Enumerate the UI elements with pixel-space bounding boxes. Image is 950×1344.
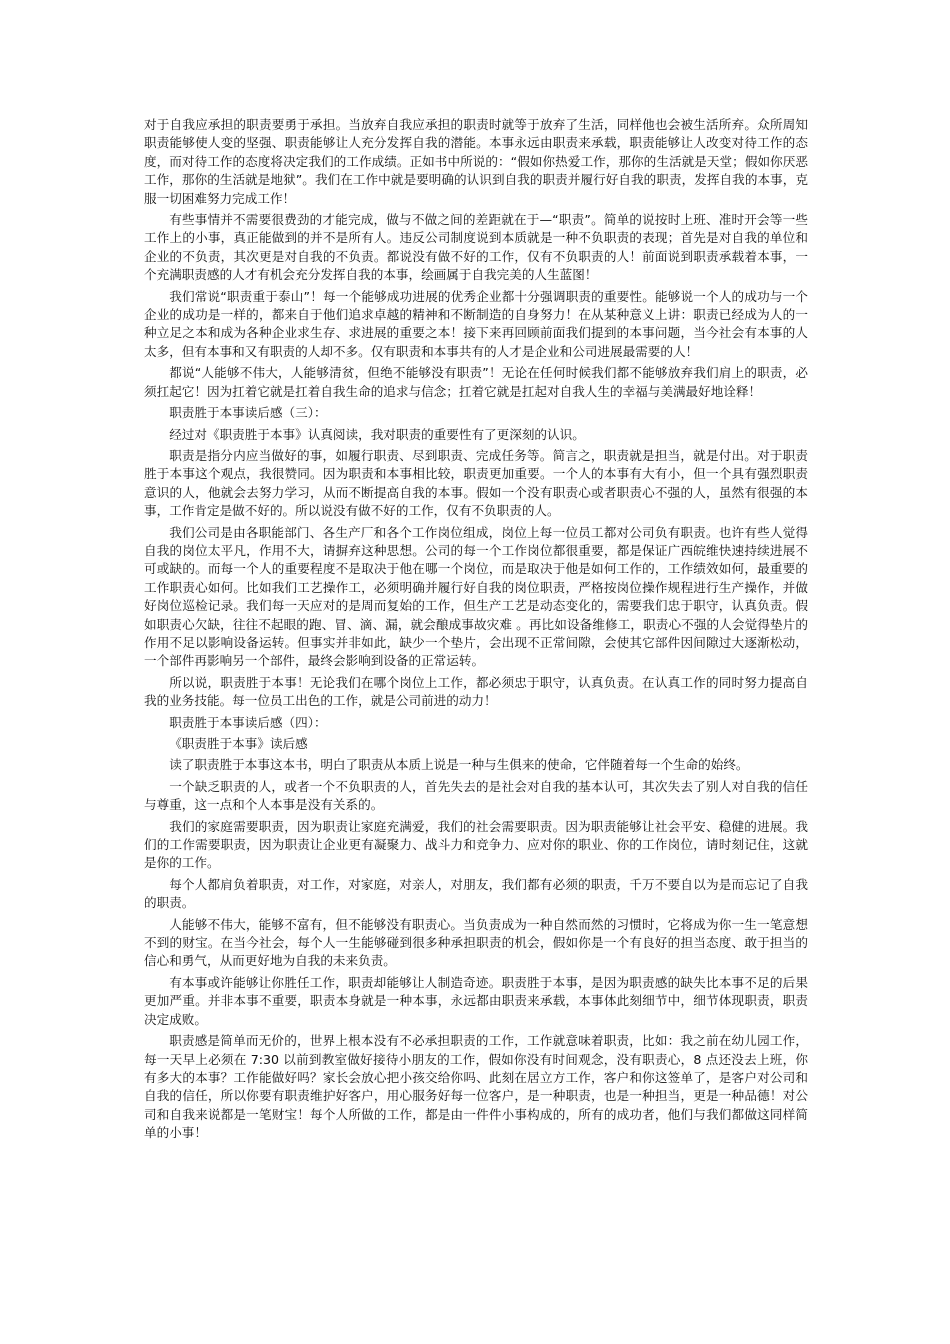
paragraph-16: 人能够不伟大，能够不富有，但不能够没有职责心。当负责成为一种自然而然的习惯时，它将成为你一生一笔意想不到的财宝。在当今社会，每个人一生能够碰到很多种承担职责的机会，假如你是一个有良好的担当态度、敢于担当的信心和勇气，从而更好地为自我的未来负责。 — [144, 916, 808, 969]
paragraph-1: 对于自我应承担的职责要勇于承担。当放弃自我应承担的职责时就等于放弃了生活，同样他也会被生活所弃。众所周知职责能够使人变的坚强、职责能够让人充分发挥自我的潜能。本事永远由职责来承载，职责能够让人改变对待工作的态度，而对待工作的态度将决定我们的工作成绩。正如书中所说的：“假如你热爱工作，那你的生活就是天堂；假如你厌恶工作，那你的生活就是地狱”。我们在工作中就是要明确的认识到自我的职责并履行好自我的职责，发挥自我的本事，克服一切困难努力完成工作！ — [144, 117, 808, 206]
article-title: 《职责胜于本事》读后感 — [169, 736, 308, 751]
paragraph-13: 一个缺乏职责的人，或者一个不负职责的人，首先失去的是社会对自我的基本认可，其次失去了别人对自我的信任与尊重，这一点和个人本事是没有关系的。 — [144, 778, 808, 813]
paragraph-7: 职责是指分内应当做好的事，如履行职责、尽到职责、完成任务等。简言之，职责就是担当，就是付出。对于职责胜于本事这个观点，我很赞同。因为职责和本事相比较，职责更加重要。一个人的本事有大有小，但一个具有强烈职责意识的人，他就会去努力学习，从而不断提高自我的本事。假如一个没有职责心或者职责心不强的人，虽然有很强的本事，工作肯定是做不好的。所以说没有做不好的工作，仅有不负职责的人。 — [144, 447, 808, 519]
section-heading-3: 职责胜于本事读后感（三）： — [169, 405, 327, 421]
paragraph-9: 所以说，职责胜于本事！无论我们在哪个岗位上工作，都必须忠于职守，认真负责。在认真工作的同时努力提高自我的业务技能。每一位员工出色的工作，就是公司前进的动力！ — [144, 674, 808, 709]
section-heading-4: 职责胜于本事读后感（四）： — [169, 714, 327, 730]
paragraph-2: 有些事情并不需要很费劲的才能完成，做与不做之间的差距就在于—“职责”。简单的说按时上班、准时开会等一些工作上的小事，真正能做到的并不是所有人。违反公司制度说到本质就是一种不负职责的表现；首先是对自我的单位和企业的不负责，其次更是对自我的不负责。都说没有做不好的工作，仅有不负职责的人！前面说到职责承载着本事，一个充满职责感的人才有机会充分发挥自我的本事，绘画属于自我完美的人生蓝图！ — [144, 212, 808, 283]
paragraph-15: 每个人都肩负着职责，对工作，对家庭，对亲人，对朋友，我们都有必须的职责，千万不要自以为是而忘记了自我的职责。 — [144, 876, 808, 911]
paragraph-14: 我们的家庭需要职责，因为职责让家庭充满爱，我们的社会需要职责。因为职责能够让社会平安、稳健的进展。我们的工作需要职责，因为职责让企业更有凝聚力、战斗力和竞争力、应对你的职业、你的工作岗位，请时刻记住，这就是你的工作。 — [144, 818, 808, 871]
paragraph-8: 我们公司是由各职能部门、各生产厂和各个工作岗位组成，岗位上每一位员工都对公司负有职责。也许有些人觉得自我的岗位太平凡，作用不大，请摒弃这种思想。公司的每一个工作岗位都很重要，都是保证广西皖维快速持续进展不可或缺的。而每一个人的重要程度不是取决于他在哪一个岗位，而是取决于他是如何工作的，工作绩效如何，最重要的工作职责心如何。比如我们工艺操作工，必须明确并履行好自我的岗位职责，严格按岗位操作规程进行生产操作，并做好岗位巡检记录。我们每一天应对的是周而复始的工作，但生产工艺是动态变化的，需要我们忠于职守，认真负责。假如职责心欠缺，往往不起眼的跑、冒、滴、漏，就会酿成事故灾难 。再比如设备维修工，职责心不强的人会觉得垫片的作用不足以影响设备运转。但事实并非如此，缺少一个垫片，会出现不正常间隙，会使其它部件因间隙过大逐渐松动，一个部件再影响另一个部件，最终会影响到设备的正常运转。 — [144, 524, 808, 669]
paragraph-4: 都说“人能够不伟大，人能够清贫，但绝不能够没有职责”！无论在任何时候我们都不能够放弃我们肩上的职责，必须扛起它！因为扛着它就是扛着自我生命的追求与信念；扛着它就是扛起对自我人生的幸福与美满最好地诠释！ — [144, 365, 808, 399]
paragraph-12: 读了职责胜于本事这本书，明白了职责从本质上说是一种与生俱来的使命，它伴随着每一个生命的始终。 — [169, 757, 749, 773]
paragraph-18: 职责感是简单而无价的，世界上根本没有不必承担职责的工作，工作就意味着职责，比如：我之前在幼儿园工作，每一天早上必须在 7:30 以前到教室做好接待小朋友的工作，假如你没有时间观念，没有职责心，8 点还没去上班，你有多大的本事？工作能做好吗？家长会放心把小孩交给你吗、此刻在居立方工作，客户和你这签单了，是客户对公司和自我的信任，所以你要有职责维护好客户，用心服务好每一位客户，是一种职责，也是一种担当，更是一种品德！对公司和自我来说都是一笔财宝！每个人所做的工作，都是由一件件小事构成的，所有的成功者，他们与我们都做这同样简单的小事！ — [144, 1033, 808, 1141]
paragraph-3: 我们常说“职责重于泰山”！每一个能够成功进展的优秀企业都十分强调职责的重要性。能够说一个人的成功与一个企业的成功是一样的，都来自于他们追求卓越的精神和不断制造的自身努力！在从某种意义上讲：职责已经成为人的一种立足之本和成为各种企业求生存、求进展的重要之本！接下来再回顾前面我们提到的本事问题，当今社会有本事的人太多，但有本事和又有职责的人却不多。仅有职责和本事共有的人才是企业和公司进展最需要的人！ — [144, 288, 808, 359]
paragraph-17: 有本事或许能够让你胜任工作，职责却能够让人制造奇迹。职责胜于本事，是因为职责感的缺失比本事不足的后果更加严重。并非本事不重要，职责本身就是一种本事，永远都由职责来承载，本事体此刻细节中，细节体现职责，职责决定成败。 — [144, 974, 808, 1027]
document-body — [144, 116, 808, 1146]
paragraph-6: 经过对《职责胜于本事》认真阅读，我对职责的重要性有了更深刻的认识。 — [169, 426, 585, 442]
